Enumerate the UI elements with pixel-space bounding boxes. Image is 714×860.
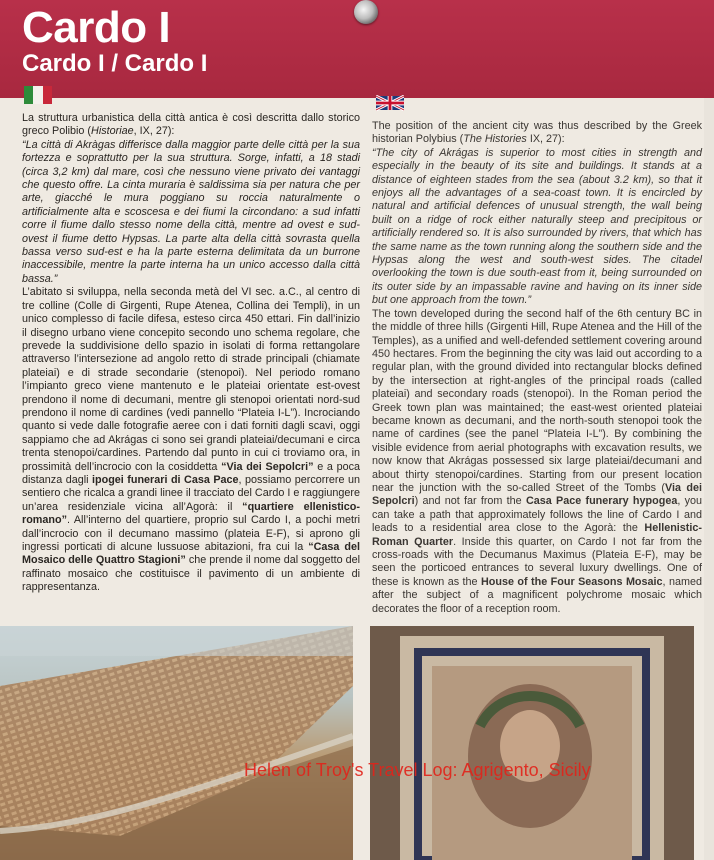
mounting-bolt-icon [354, 0, 378, 24]
english-text-column [372, 120, 702, 616]
panel-edge [704, 98, 714, 860]
english-body: The town developed during the second half of the 6th century BC in the middle of three hills (Girgenti Hill, Rupe Atenea and the Hill of the Temples), as a unified and well-defended settlement covering around 450 hectares. From the beginning the city was laid out according to a regular plan, with the ground divided into rectangular blocks defined by the intersection at right-angles of the principal roads (called plateiai) and secondary roads (stenopoi). In the Roman period the Greek town plan was maintained; the east-west oriented plateiai became known as decumani, and the north-south stenopoi took the name of cardines (see the panel “Plateia I-L”). By combining the visible evidence from aerial photographs with excavation results, we now know that Akrágas possessed six large plateiai/decumani and about thirty stenopoi/cardines. Starting from our present location near the junction with the so-called Street of the Tombs (Via dei Sepolcri) and not far from the Casa Pace funerary hypogea, you can take a path that approximately follows the line of Cardo I and leads to a residential area close to the Agorà: the Hellenistic-Roman Quarter. Inside this quarter, on Cardo I not far from the cross-roads with the Decumanus Maximus (Plateia E-F), may be seen the porticoed entrances to several luxury dwellings. One of these is known as the House of the Four Seasons Mosaic, named after the subject of a magnificent polychrome mosaic which decorates the floor of a reception room. [372, 307, 703, 615]
english-quote: “The city of Akrágas is superior to most cities in strength and especially in the beauty of its site and buildings. It stands at a distance of eighteen stades from the sea (about 3.2 km), so that it enjoys all the advantages of a sea-coast town. It is encircled by natural and artificial defences of unusual strength, the wall being built on a ridge of rock either naturally steep and precipitous or artificially rendered so. It is also surrounded by rivers, that which has the same name as the town running along the southern side and the Hypsas along the west and south-west sides. The citadel overlooking the town is due south-east from it, being surrounded on its outer side by an impassable ravine and having on its inner side but one approach from the town.” [372, 146, 702, 307]
aerial-reconstruction-image [0, 626, 353, 860]
italian-body: L’abitato si sviluppa, nella seconda metà del VI sec. a.C., al centro di tre colline (Colle di Girgenti, Rupe Atenea, Collina dei Templi), in un unico complesso di facile difesa, esteso circa 450 ettari. Fin dall’inizio il disegno urbano viene concepito secondo uno schema regolare, che prevede la suddivisione dello spazio in isolati di forma rettangolare attraverso l’intersezione ad angolo retto di strade principali (chiamate plateiai) e di strade secondarie (stenopoi). Nel periodo romano l’impianto greco viene mantenuto e le plateiai orientate est-ovest prendono il nome di decumani, mentre gli stenopoi orientati nord-sud prendono il nome di cardines (vedi pannello “Plateia I-L”). Incrociando quanto si vede dalle fotografie aeree con i dati forniti dagli scavi, oggi sappiamo che ad Akrágas ci sono sei grandi plateiai/decumani e circa trenta stenopoi/cardines. Partendo dal punto in cui ci troviamo ora, in prossimità dell’incrocio con la cosiddetta “Via dei Sepolcri” e a poca distanza dagli ipogei funerari di Casa Pace, possiamo percorrere un sentiero che ricalca a grandi linee il tracciato del Cardo I e raggiungere un’area residenziale vicina all’Agorà: il “quartiere ellenistico-romano”. All’interno del quartiere, proprio sul Cardo I, a pochi metri dall’incrocio con il decumano massimo (plateia E-F), si aprono gli ingressi porticati di alcune lussuose abitazioni, fra cui la “Casa del Mosaico delle Quattro Stagioni” che prende il nome dal soggetto del raffinato mosaico che costituisce il pavimento di un ambiente di rappresentanza. [22, 286, 361, 594]
italian-quote: “La città di Akràgas differisce dalla maggior parte delle città per la sua fortezza e soprattutto per la sua struttura. Sorge, infatti, a 18 stadi (circa 3,2 km) dal mare, così che nessuno viene privato dei vantaggi che questo offre. La cinta muraria è saldissima sia per natura che per arte, giacché le mura poggiano su roccia naturalmente o artificialmente alta e scoscesa e dei fiumi la circondano: a sud infatti corre il fiume dallo stesso nome della città, mentre ad ovest e sud-ovest il fiume detto Hypsas. La parte alta della città sovrasta quella bassa verso sud-est e ha la parte esterna delimitata da un burrone inaccessibile, mentre la parte interna ha un unico accesso dalla città bassa.” [22, 138, 360, 285]
italian-intro: La struttura urbanistica della città antica è così descritta dallo storico greco Polibio (Historiae, IX, 27): [22, 112, 360, 138]
italian-text-column [22, 112, 360, 595]
page-subtitle: Cardo I / Cardo I [22, 50, 208, 77]
uk-flag-icon [376, 95, 404, 111]
english-intro: The position of the ancient city was thus described by the Greek historian Polybius (The Histories IX, 27): [372, 120, 702, 146]
title-banner [0, 0, 714, 98]
page-title: Cardo I [22, 3, 171, 52]
watermark-text: Helen of Troy's Travel Log: Agrigento, Sicily [244, 760, 591, 780]
four-seasons-mosaic-image [370, 626, 694, 860]
italian-flag-icon [24, 86, 52, 104]
